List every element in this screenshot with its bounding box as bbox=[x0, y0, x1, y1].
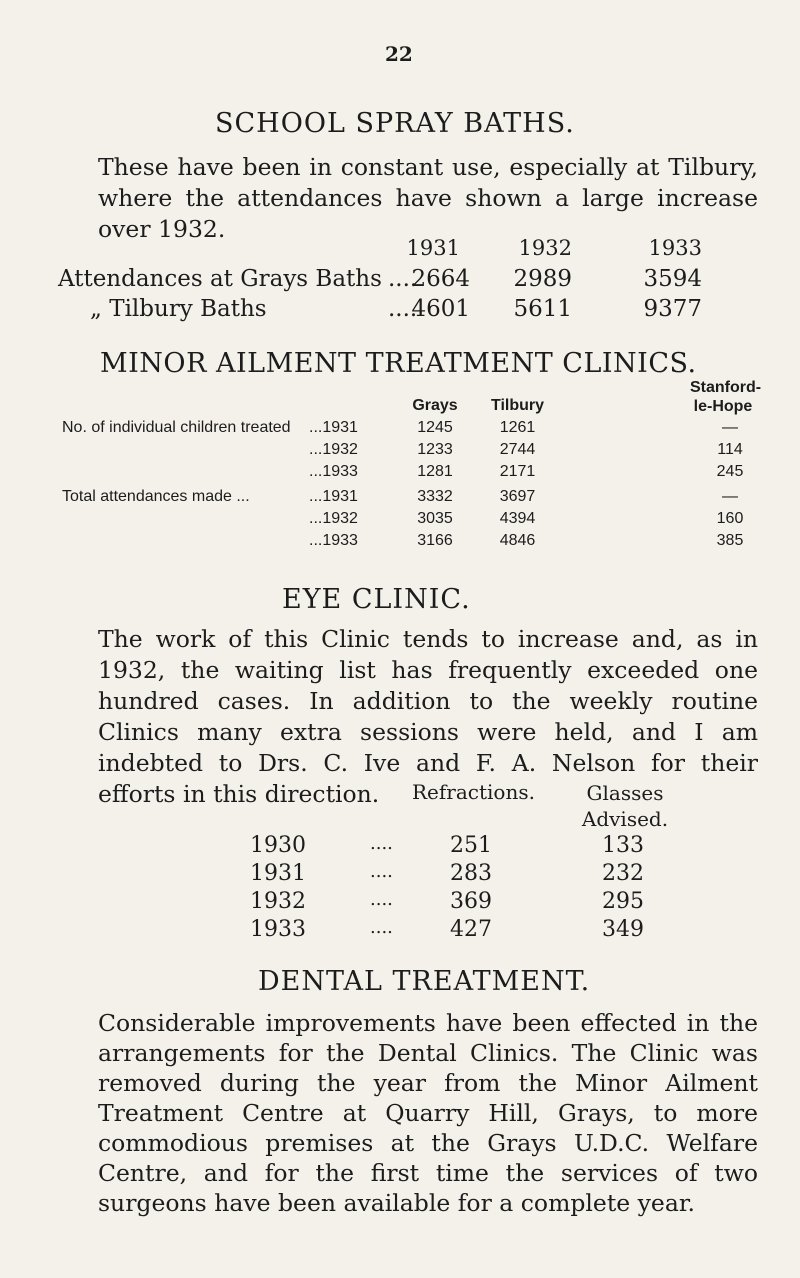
minor-row-year: ...1932 bbox=[309, 510, 358, 527]
spray-year-1: 1931 bbox=[406, 236, 460, 260]
eye-col-glasses: Glasses Advised. bbox=[581, 781, 669, 831]
eye-refractions: 251 bbox=[450, 833, 492, 858]
minor-value: 245 bbox=[716, 463, 744, 480]
minor-value: 1245 bbox=[417, 419, 453, 436]
minor-row-year: ...1931 bbox=[309, 488, 358, 505]
minor-value: — bbox=[722, 419, 738, 436]
eye-paragraph: The work of this Clinic tends to increase and, as in 1932, the waiting list has frequently exceeded one hundred cases. In addition to the weekly routine Clinics many extra sessions were held, and I am indebted to Drs. C. Ive and F. A. Nelson for their efforts in this direction. bbox=[98, 625, 758, 808]
minor-value: 3332 bbox=[417, 488, 453, 505]
minor-row-year: ...1931 bbox=[309, 419, 358, 436]
spray-value: 2989 bbox=[513, 266, 572, 292]
spray-row-dots: .... bbox=[388, 296, 418, 322]
spray-year-2: 1932 bbox=[518, 236, 572, 260]
dental-heading: DENTAL TREATMENT. bbox=[258, 966, 591, 997]
minor-value: 385 bbox=[716, 532, 744, 549]
minor-value: 3697 bbox=[499, 488, 536, 505]
eye-row-dots: .... bbox=[370, 861, 393, 882]
minor-col-grays: Grays bbox=[412, 397, 458, 414]
minor-row-year: ...1933 bbox=[309, 463, 358, 480]
minor-value: 2744 bbox=[499, 441, 536, 458]
minor-value: 4394 bbox=[499, 510, 536, 527]
minor-row-year: ...1933 bbox=[309, 532, 358, 549]
spray-value: 3594 bbox=[643, 266, 702, 292]
minor-row-year: ...1932 bbox=[309, 441, 358, 458]
minor-value: 114 bbox=[717, 441, 743, 458]
minor-value: 1261 bbox=[499, 419, 536, 436]
minor-heading: MINOR AILMENT TREATMENT CLINICS. bbox=[100, 348, 697, 379]
eye-row-year: 1932 bbox=[250, 889, 306, 914]
minor-value: 160 bbox=[716, 510, 744, 527]
minor-col-stanford: Stanford-le-Hope bbox=[690, 379, 762, 415]
minor-value: 1281 bbox=[417, 463, 453, 480]
spray-paragraph: These have been in constant use, especially at Tilbury, where the attendances have shown a large increase over 1932. bbox=[98, 153, 758, 243]
eye-row-year: 1931 bbox=[250, 861, 306, 886]
spray-year-3: 1933 bbox=[648, 236, 702, 260]
minor-value: 4846 bbox=[499, 532, 536, 549]
eye-glasses: 295 bbox=[602, 889, 644, 914]
minor-value: 1233 bbox=[417, 441, 453, 458]
minor-col-tilbury: Tilbury bbox=[490, 397, 545, 414]
spray-value: 9377 bbox=[643, 296, 702, 322]
minor-value: 2171 bbox=[499, 463, 536, 480]
dental-paragraph: Considerable improvements have been effected in the arrangements for the Dental Clinics. The Clinic was removed during the year from the Minor Ailment Treatment Centre at Quarry Hill, Grays, to more commodious premises at the Grays U.D.C. Welfare Centre, and for the first time the services of two surgeons have been available for a complete year. bbox=[98, 1009, 758, 1217]
minor-group-label: Total attendances made ... bbox=[62, 488, 250, 505]
eye-row-year: 1933 bbox=[250, 917, 306, 942]
minor-value: 3166 bbox=[417, 532, 453, 549]
minor-value: — bbox=[722, 488, 738, 505]
spray-value: 2664 bbox=[411, 266, 470, 292]
eye-glasses: 133 bbox=[602, 833, 644, 858]
minor-group-label: No. of individual children treated bbox=[62, 419, 291, 436]
eye-row-dots: .... bbox=[370, 917, 393, 938]
eye-row-year: 1930 bbox=[250, 833, 306, 858]
spray-value: 5611 bbox=[513, 296, 572, 322]
spray-row-dots: .... bbox=[388, 266, 418, 292]
spray-value: 4601 bbox=[411, 296, 470, 322]
eye-col-refractions: Refractions. bbox=[412, 780, 535, 804]
eye-refractions: 427 bbox=[450, 917, 492, 942]
eye-refractions: 369 bbox=[450, 889, 492, 914]
eye-heading: EYE CLINIC. bbox=[282, 584, 471, 615]
eye-glasses: 349 bbox=[602, 917, 644, 942]
spray-heading: SCHOOL SPRAY BATHS. bbox=[215, 108, 575, 139]
spray-row-label: Attendances at Grays Baths bbox=[58, 266, 382, 292]
spray-row-label: „ Tilbury Baths bbox=[90, 296, 267, 322]
page-number: 22 bbox=[385, 42, 413, 66]
minor-value: 3035 bbox=[417, 510, 453, 527]
eye-row-dots: .... bbox=[370, 889, 393, 910]
eye-refractions: 283 bbox=[450, 861, 492, 886]
eye-row-dots: .... bbox=[370, 833, 393, 854]
eye-glasses: 232 bbox=[602, 861, 644, 886]
